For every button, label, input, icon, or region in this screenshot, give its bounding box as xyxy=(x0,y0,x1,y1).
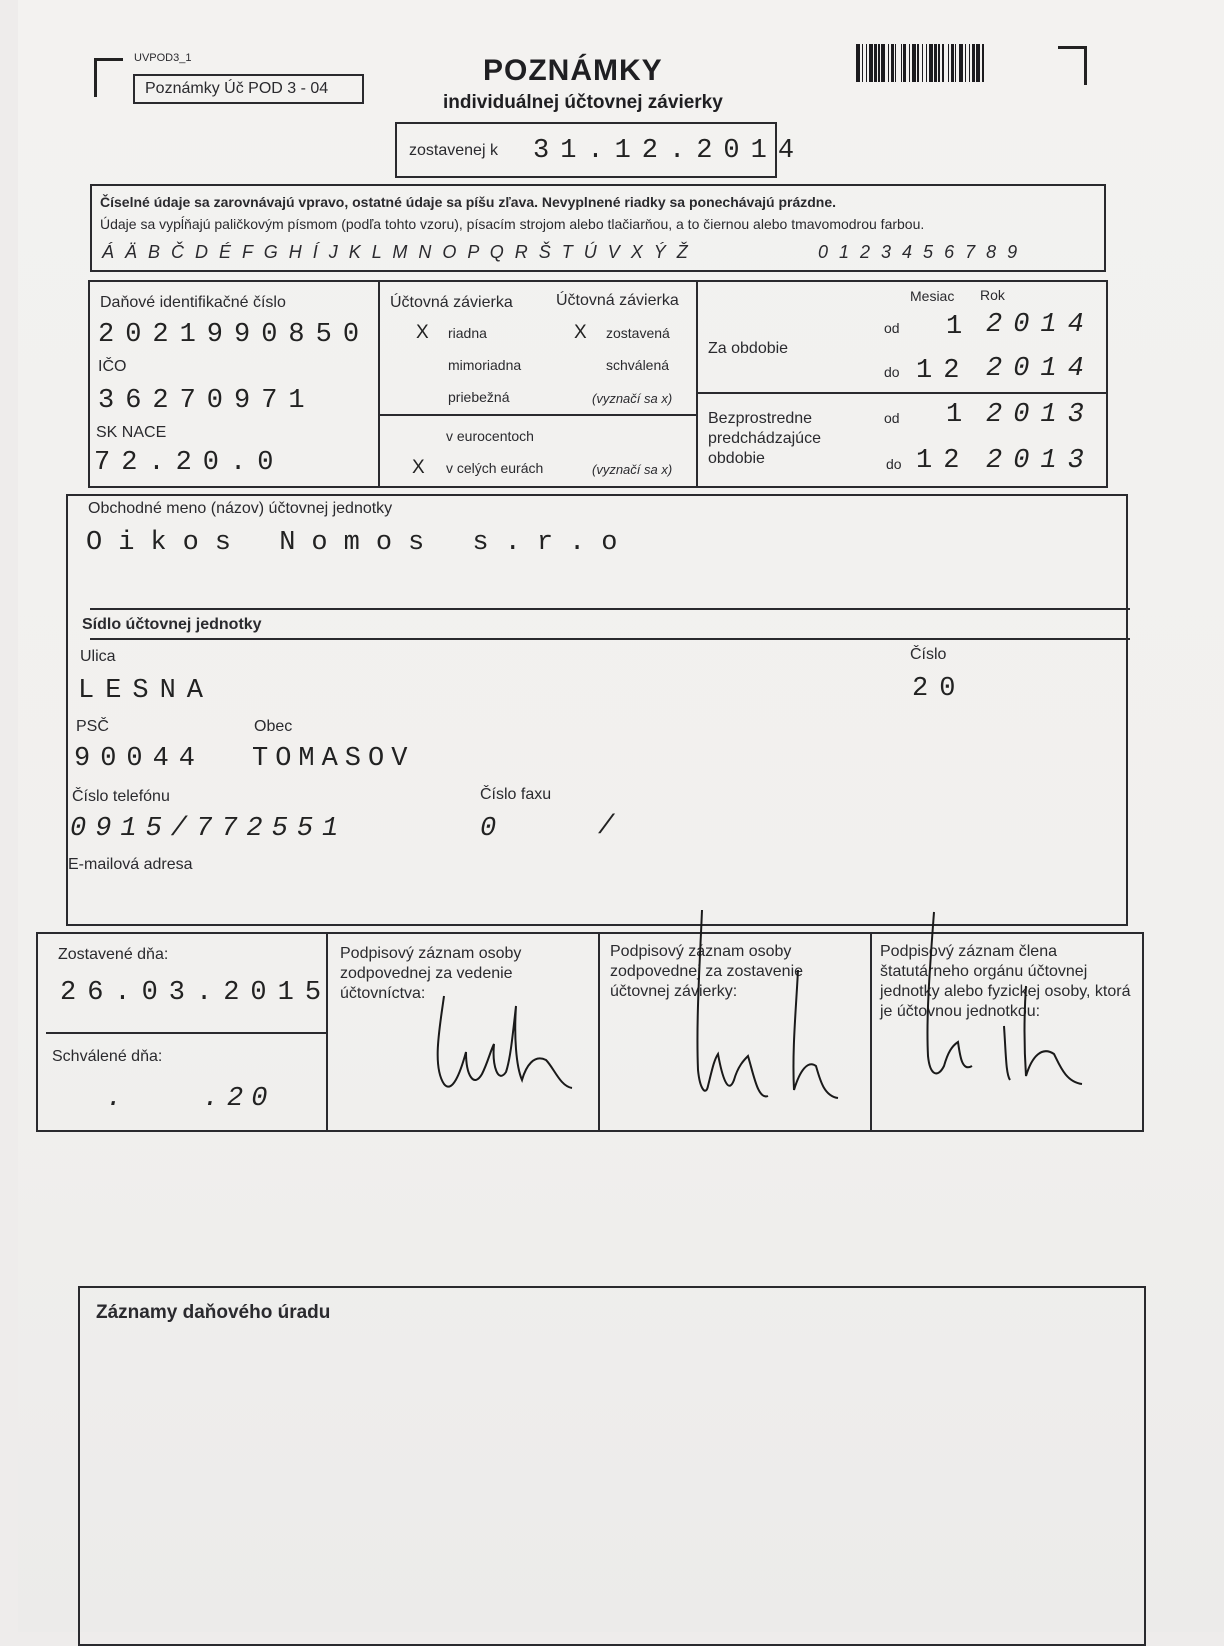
mark-note-2: (vyznačí sa x) xyxy=(592,462,673,477)
psc-label: PSČ xyxy=(76,718,109,735)
page-subtitle: individuálnej účtovnej závierky xyxy=(443,92,723,113)
form-page xyxy=(18,0,1224,1632)
current-from-label: od xyxy=(884,320,900,336)
current-to-label: do xyxy=(884,364,900,380)
sample-digits: 0 1 2 3 4 5 6 7 8 9 xyxy=(818,242,1021,262)
page-title: POZNÁMKY xyxy=(483,54,663,87)
sig2-label: Podpisový záznam osoby zodpovednej za zostavenie účtovnej závierky: xyxy=(610,943,804,1000)
city-value: TOMASOV xyxy=(252,744,415,774)
compiled-on-value: 26.03.2015 xyxy=(60,978,333,1008)
approved-on-value: . .20 xyxy=(106,1084,276,1114)
statement-header-right: Účtovná závierka xyxy=(556,292,679,309)
prev-from-label: od xyxy=(884,410,900,426)
entity-section xyxy=(66,494,1128,926)
option-extraordinary: mimoriadna xyxy=(448,357,522,373)
approved-on-label: Schválené dňa: xyxy=(52,1048,163,1065)
dic-value: 2021990850 xyxy=(98,320,371,350)
instructions-box xyxy=(90,184,1106,272)
phone-value: 0915/772551 xyxy=(70,814,348,844)
tax-office-label: Záznamy daňového úradu xyxy=(96,1302,331,1323)
city-label: Obec xyxy=(254,718,293,735)
ico-value: 36270971 xyxy=(98,386,316,416)
signature-2 xyxy=(678,900,878,1130)
fax-value: 0 xyxy=(480,814,508,844)
current-from-year: 2014 xyxy=(986,310,1095,340)
nace-label: SK NACE xyxy=(96,424,167,441)
ico-label: IČO xyxy=(98,358,127,375)
option-eurocents: v eurocentoch xyxy=(446,428,534,444)
corner-mark-top-left xyxy=(94,58,123,97)
prev-from-year: 2013 xyxy=(986,400,1095,430)
compiled-date-value: 31.12.2014 xyxy=(533,136,806,166)
entity-name-label: Obchodné meno (názov) účtovnej jednotky xyxy=(88,500,393,517)
compiled-label: zostavenej k xyxy=(409,142,498,159)
option-interim: priebežná xyxy=(448,389,510,405)
form-code: UVPOD3_1 xyxy=(134,52,192,64)
month-label: Mesiac xyxy=(910,288,955,304)
previous-period-label-2: predchádzajúce xyxy=(708,430,821,447)
sig3-label: Podpisový záznam člena štatutárneho orgánu účtovnej jednotky alebo fyzickej osoby, ktorá je účtovnou jednotkou: xyxy=(880,943,1131,1020)
compiled-date-box xyxy=(395,122,806,178)
barcode-bar xyxy=(984,44,985,82)
whole-euros-mark: X xyxy=(412,457,425,478)
mark-note-1: (vyznačí sa x) xyxy=(592,391,673,406)
current-period-label: Za obdobie xyxy=(708,340,789,357)
signature-section xyxy=(36,932,1144,1132)
barcode xyxy=(856,44,986,82)
instructions-line1: Číselné údaje sa zarovnávajú vpravo, ostatné údaje sa píšu zľava. Nevyplnené riadky sa ponechávajú prázdne. xyxy=(100,194,837,210)
prev-from-month: 1 xyxy=(946,400,974,430)
option-approved: schválená xyxy=(606,357,670,373)
form-label-box xyxy=(133,74,364,104)
dic-label: Daňové identifikačné číslo xyxy=(100,294,286,311)
street-label: Ulica xyxy=(80,648,116,665)
fax-slash: / xyxy=(598,812,626,842)
form-label: Poznámky Úč POD 3 - 04 xyxy=(145,80,329,97)
option-whole-euros: v celých eurách xyxy=(446,460,544,476)
year-label: Rok xyxy=(980,287,1005,303)
sample-letters: Á Ä B Č D É F G H Í J K L M N O P Q R Š T Ú V X Ý Ž xyxy=(102,242,691,262)
current-to-year: 2014 xyxy=(986,354,1095,384)
corner-mark-top-right xyxy=(1058,46,1087,85)
compiled-on-label: Zostavené dňa: xyxy=(58,946,169,963)
entity-name-value: Oikos Nomos s.r.o xyxy=(86,528,634,558)
seat-label: Sídlo účtovnej jednotky xyxy=(82,616,262,633)
signature-3 xyxy=(916,906,1136,1106)
sig1-label: Podpisový záznam osoby zodpovednej za vedenie účtovníctva: xyxy=(340,945,522,1002)
number-label: Číslo xyxy=(910,646,947,663)
option-compiled: zostavená xyxy=(606,325,670,341)
email-label: E-mailová adresa xyxy=(68,856,193,873)
tax-office-section xyxy=(78,1286,1146,1646)
ordinary-mark: X xyxy=(416,322,429,343)
number-value: 20 xyxy=(912,674,967,704)
identification-section xyxy=(88,280,1108,488)
prev-to-month: 12 xyxy=(916,446,971,476)
psc-value: 90044 xyxy=(74,744,206,774)
fax-label: Číslo faxu xyxy=(480,786,552,803)
signature-1 xyxy=(422,956,622,1116)
current-to-month: 12 xyxy=(916,356,971,386)
phone-label: Číslo telefónu xyxy=(72,788,170,805)
prev-to-year: 2013 xyxy=(986,446,1095,476)
nace-value: 72.20.0 xyxy=(94,448,285,478)
statement-header-left: Účtovná závierka xyxy=(390,294,513,311)
previous-period-label-3: obdobie xyxy=(708,450,765,467)
street-value: LESNA xyxy=(78,676,215,706)
previous-period-label-1: Bezprostredne xyxy=(708,410,813,427)
compiled-mark: X xyxy=(574,322,587,343)
instructions-line2: Údaje sa vypĺňajú paličkovým písmom (podľa tohto vzoru), písacím strojom alebo tlačiarňou, a to čiernou alebo tmavomodrou farbou. xyxy=(100,216,925,232)
prev-to-label: do xyxy=(886,456,902,472)
option-ordinary: riadna xyxy=(448,325,487,341)
current-from-month: 1 xyxy=(946,312,974,342)
